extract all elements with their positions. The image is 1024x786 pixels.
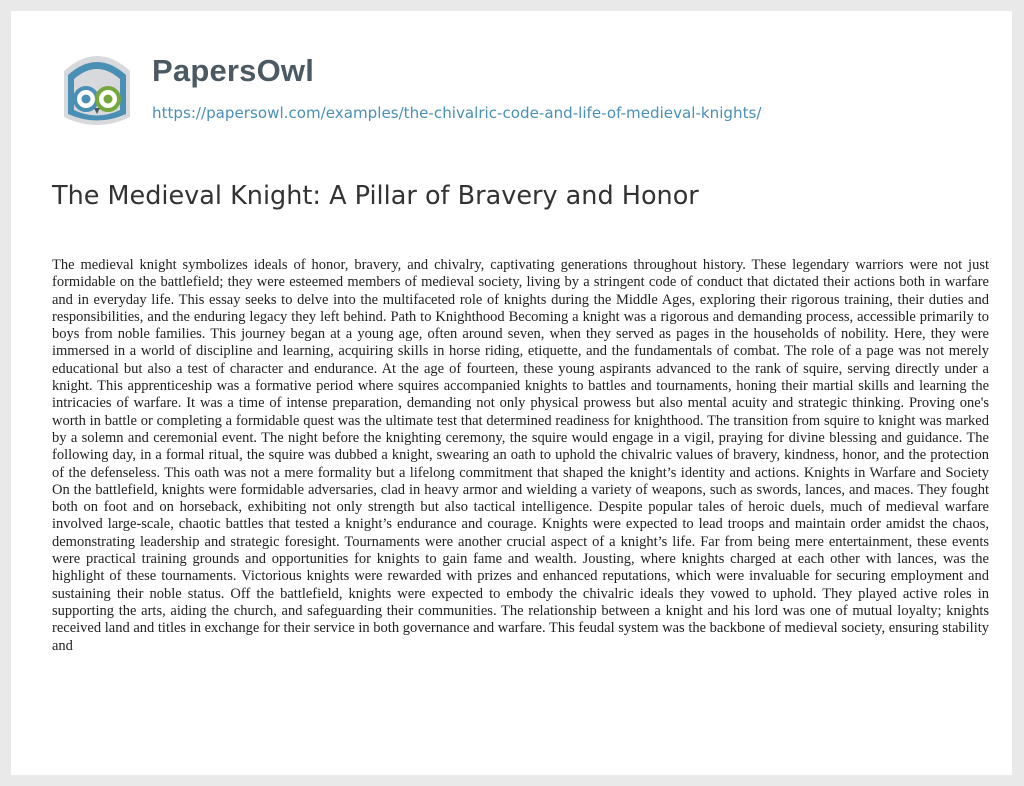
site-header [52,37,982,152]
essay-body: The medieval knight symbolizes ideals of honor, bravery, and chivalry, captivating generations throughout history. These legendary warriors were not just formidable on the battlefield; they were esteemed members of medieval society, living by a stringent code of conduct that dictated their actions both in warfare and in everyday life. This essay seeks to delve into the multifaceted role of knights during the Middle Ages, exploring their rigorous training, their duties and responsibilities, and the enduring legacy they left behind. Path to Knighthood Becoming a knight was a rigorous and demanding process, accessible primarily to boys from noble families. This journey began at a young age, often around seven, when they served as pages in the households of nobility. Here, they were immersed in a world of discipline and learning, acquiring skills in horse riding, etiquette, and the fundamentals of combat. The role of a page was not merely educational but also a test of character and endurance. At the age of fourteen, these young aspirants advanced to the rank of squire, serving directly under a knight. This apprenticeship was a formative period where squires accompanied knights to battles and tournaments, honing their martial skills and learning the intricacies of warfare. It was a time of intense preparation, demanding not only physical prowess but also mental acuity and strategic thinking. Proving one's worth in battle or completing a formidable quest was the ultimate test that determined readiness for knighthood. The transition from squire to knight was marked by a solemn and ceremonial event. The night before the knighting ceremony, the squire would engage in a vigil, praying for divine blessing and guidance. The following day, in a formal ritual, the squire was dubbed a knight, swearing an oath to uphold the chivalric values of bravery, kindness, honor, and the protection of the defenseless. This oath was not a mere formality but a lifelong commitment that shaped the knight’s identity and actions. Knights in Warfare and Society On the battlefield, knights were formidable adversaries, clad in heavy armor and wielding a variety of weapons, such as swords, lances, and maces. They fought both on foot and on horseback, exhibiting not only strength but also tactical intelligence. Despite popular tales of heroic duels, much of medieval warfare involved large-scale, chaotic battles that tested a knight’s endurance and courage. Knights were expected to lead troops and maintain order amidst the chaos, demonstrating leadership and strategic foresight. Tournaments were another crucial aspect of a knight’s life. Far from being mere entertainment, these events were practical training grounds and opportunities for knights to gain fame and wealth. Jousting, where knights charged at each other with lances, was the highlight of these tournaments. Victorious knights were rewarded with prizes and enhanced reputations, which were invaluable for securing employment and sustaining their noble status. Off the battlefield, knights were expected to embody the chivalric ideals they vowed to uphold. They played active roles in supporting the arts, aiding the church, and safeguarding their communities. The relationship between a knight and his lord was one of mutual loyalty; knights received land and titles in exchange for their service in both governance and warfare. This feudal system was the backbone of medieval society, ensuring stability and [52,257,989,654]
article-url-link[interactable]: https://papersowl.com/examples/the-chivalric-code-and-life-of-medieval-knights/ [152,104,762,122]
document-page [11,11,1012,775]
owl-logo[interactable] [52,37,142,137]
essay-title: The Medieval Knight: A Pillar of Bravery and Honor [52,181,699,211]
owl-icon [52,37,142,137]
brand-name[interactable]: PapersOwl [152,53,315,88]
